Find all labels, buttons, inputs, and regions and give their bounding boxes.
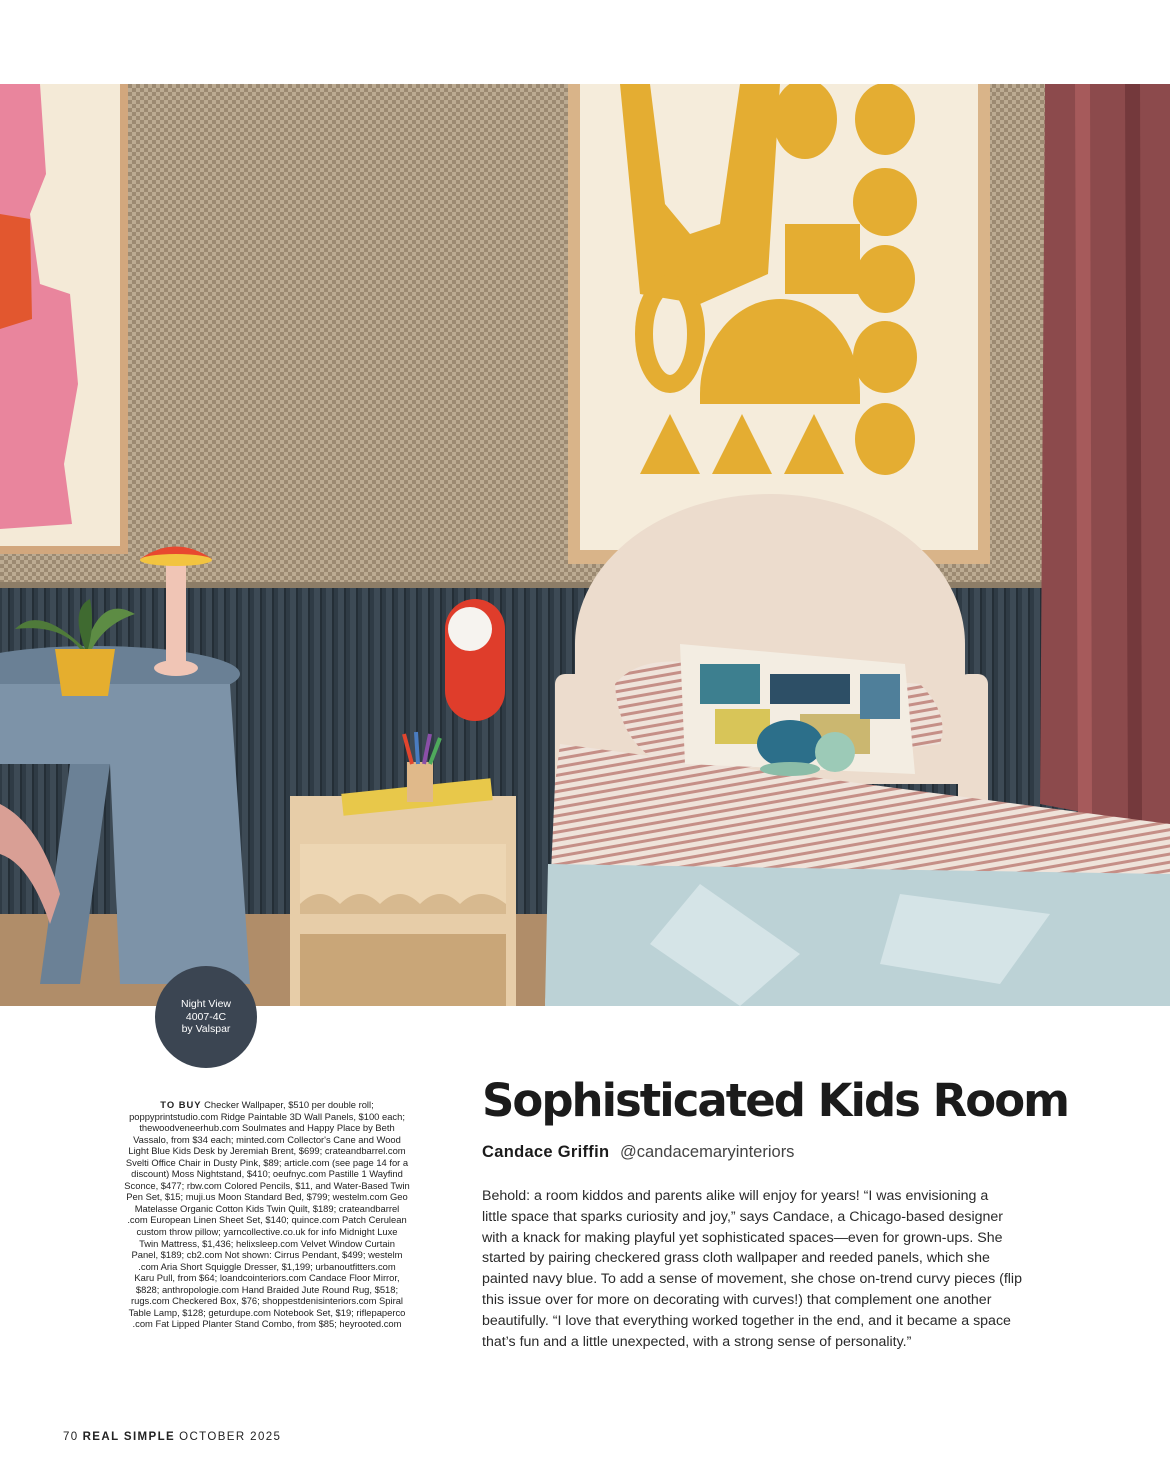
to-buy-line: discount) Moss Nightstand, $410; oeufnyc.com Pastille 1 Wayfind <box>131 1168 403 1180</box>
room-photo <box>0 84 1170 1006</box>
to-buy-line: Twin Mattress, $1,436; helixsleep.com Velvet Window Curtain <box>139 1237 395 1249</box>
body-line: with a knack for making playful yet sophisticated spaces—even for grown-ups. She <box>482 1229 1003 1246</box>
to-buy-line: $828; anthropologie.com Hand Braided Jute Round Rug, $518; <box>135 1283 399 1295</box>
to-buy-line: Svelti Office Chair in Dusty Pink, $89; article.com (see page 14 for a <box>125 1156 409 1168</box>
page-folio <box>63 1431 281 1443</box>
to-buy-line: Sconce, $477; rbw.com Colored Pencils, $11, and Water-Based Twin <box>124 1179 410 1191</box>
body-line: beautifully. “I love that everything worked together in the end, and it became a space <box>482 1312 1011 1329</box>
issue-date: OCTOBER 2025 <box>179 1431 282 1443</box>
body-line: painted navy blue. To add a sense of movement, she chose on-trend curvy pieces (flip <box>482 1271 1022 1288</box>
article-body <box>482 1186 1082 1352</box>
to-buy-line: thewoodveneerhub.com Soulmates and Happy Place by Beth <box>139 1122 395 1134</box>
paint-name: Night View <box>181 998 231 1011</box>
designer-name: Candace Griffin <box>482 1143 610 1161</box>
to-buy-line: Panel, $189; cb2.com Not shown: Cirrus Pendant, $499; westelm <box>131 1249 403 1261</box>
wall-sconce <box>445 599 505 721</box>
to-buy-line: .com Fat Lipped Planter Stand Combo, from $85; heyrooted.com <box>132 1318 402 1330</box>
to-buy-line: .com European Linen Sheet Set, $140; quince.com Patch Cerulean <box>127 1214 407 1226</box>
paint-code: 4007-4C <box>185 1010 227 1023</box>
to-buy-line: Karu Pull, from $64; loandcointeriors.com Candace Floor Mirror, <box>134 1272 400 1284</box>
to-buy-line: Matelasse Organic Cotton Kids Twin Quilt, $189; crateandbarrel <box>134 1202 400 1214</box>
to-buy-line: poppyprintstudio.com Ridge Paintable 3D Wall Panels, $100 each; <box>129 1110 405 1122</box>
to-buy-line: TO BUY Checker Wallpaper, $510 per double roll; <box>160 1099 374 1110</box>
to-buy-line: Vassalo, from $34 each; minted.com Collector's Cane and Wood <box>133 1133 401 1145</box>
to-buy-line: Pen Set, $15; muji.us Moon Standard Bed, $799; westelm.com Geo <box>126 1191 408 1203</box>
to-buy-list <box>100 1099 434 1330</box>
framed-yellow-art <box>568 84 990 564</box>
body-line: Behold: a room kiddos and parents alike will enjoy for years! “I was envisioning a <box>482 1188 989 1204</box>
paint-brand: by Valspar <box>181 1023 231 1036</box>
to-buy-line: .com Aria Short Squiggle Dresser, $1,199; urbanoutfitters.com <box>138 1260 396 1272</box>
curtain <box>1040 84 1170 829</box>
article-title: Sophisticated Kids Room <box>482 1074 1068 1127</box>
to-buy-line: custom throw pillow; yarncollective.co.uk for info Midnight Luxe <box>136 1226 398 1238</box>
body-line: this issue over for more on decorating with curves!) that complement one another <box>482 1291 992 1308</box>
magazine-name: REAL SIMPLE <box>82 1431 176 1443</box>
body-line: started by pairing checkered grass cloth wallpaper and reeded panels, which she <box>482 1250 990 1267</box>
to-buy-line: Table Lamp, $128; geturdupe.com Notebook Set, $19; riflepaperco <box>128 1306 406 1318</box>
byline <box>482 1143 794 1162</box>
paint-color-chip <box>155 966 257 1068</box>
to-buy-lead: TO BUY <box>160 1099 202 1110</box>
body-line: that’s fun and a little unexpected, with a strong sense of personality.” <box>482 1333 912 1350</box>
framed-pink-art <box>0 84 128 554</box>
designer-handle: @candacemaryinteriors <box>619 1143 795 1161</box>
body-line: little space that sparks curiosity and joy,” says Candace, a Chicago-based designer <box>482 1208 1004 1225</box>
to-buy-line: rugs.com Checkered Box, $76; shoppestdenisinteriors.com Spiral <box>130 1295 403 1307</box>
page-number: 70 <box>63 1431 79 1443</box>
to-buy-line: Light Blue Kids Desk by Jeremiah Brent, $699; crateandbarrel.com <box>128 1145 406 1157</box>
